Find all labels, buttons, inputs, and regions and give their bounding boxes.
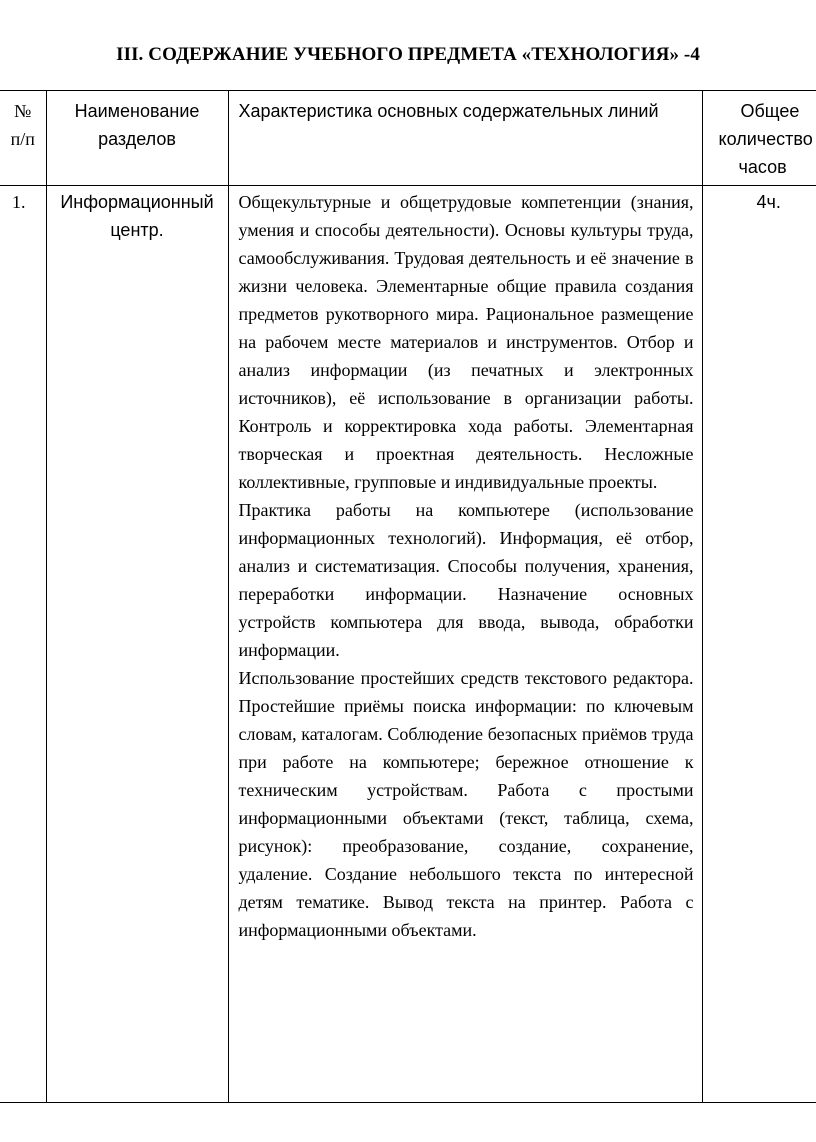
description-paragraph: Общекультурные и общетрудовые компетенции (знания, умения и способы деятельности). Основы культуры труда, самообслуживания. Трудовая деятельность и её значение в жизни человека. Элементарные общие правила создания предметов рукотворного мира. Рациональное размещение на рабочем месте материалов и инструментов. Отбор и анализ информации (из печатных и электронных источников), её использование в организации работы. Контроль и корректировка хода работы. Элементарная творческая и проектная деятельность. Несложные коллективные, групповые и индивидуальные проекты. — [238, 192, 694, 492]
header-hours-line1: Общее — [740, 101, 800, 121]
header-name-line2: разделов — [98, 129, 176, 149]
header-number-abbrev: п/п — [10, 129, 35, 149]
header-name-line1: Наименование — [74, 101, 200, 121]
page-title: III. СОДЕРЖАНИЕ УЧЕБНОГО ПРЕДМЕТА «ТЕХНОЛОГИЯ» -4 — [116, 44, 700, 65]
row-name-line1: Информационный — [60, 192, 214, 212]
header-description: Характеристика основных содержательных линий — [228, 91, 702, 186]
description-paragraph: Использование простейших средств текстового редактора. Простейшие приёмы поиска информации: по ключевым словам, каталогам. Соблюдение безопасных приёмов труда при работе на компьютере; бережное отношение к техническим устройствам. Работа с простыми информационными объектами (текст, таблица, схема, рисунок): преобразование, создание, сохранение, удаление. Создание небольшого текста по интересной детям тематике. Вывод текста на принтер. Работа с информационными объектами. — [238, 668, 694, 940]
row-hours: 4ч. — [702, 186, 816, 1103]
table-row — [0, 186, 816, 1103]
header-section-name — [46, 91, 228, 186]
row-number: 1. — [0, 186, 46, 1103]
header-hours-line2: количество — [718, 129, 813, 149]
row-description — [228, 186, 702, 1103]
header-number-symbol: № — [14, 101, 32, 121]
description-paragraph: Практика работы на компьютере (использование информационных технологий). Информация, её отбор, анализ и систематизация. Способы получения, хранения, переработки информации. Назначение основных устройств компьютера для ввода, вывода, обработки информации. — [238, 500, 694, 660]
row-name-line2: центр. — [110, 220, 164, 240]
table-header-row — [0, 91, 816, 186]
row-section-name — [46, 186, 228, 1103]
header-hours — [702, 91, 816, 186]
header-number — [0, 91, 46, 186]
content-table — [0, 90, 816, 1103]
header-hours-line3: часов — [738, 157, 787, 177]
